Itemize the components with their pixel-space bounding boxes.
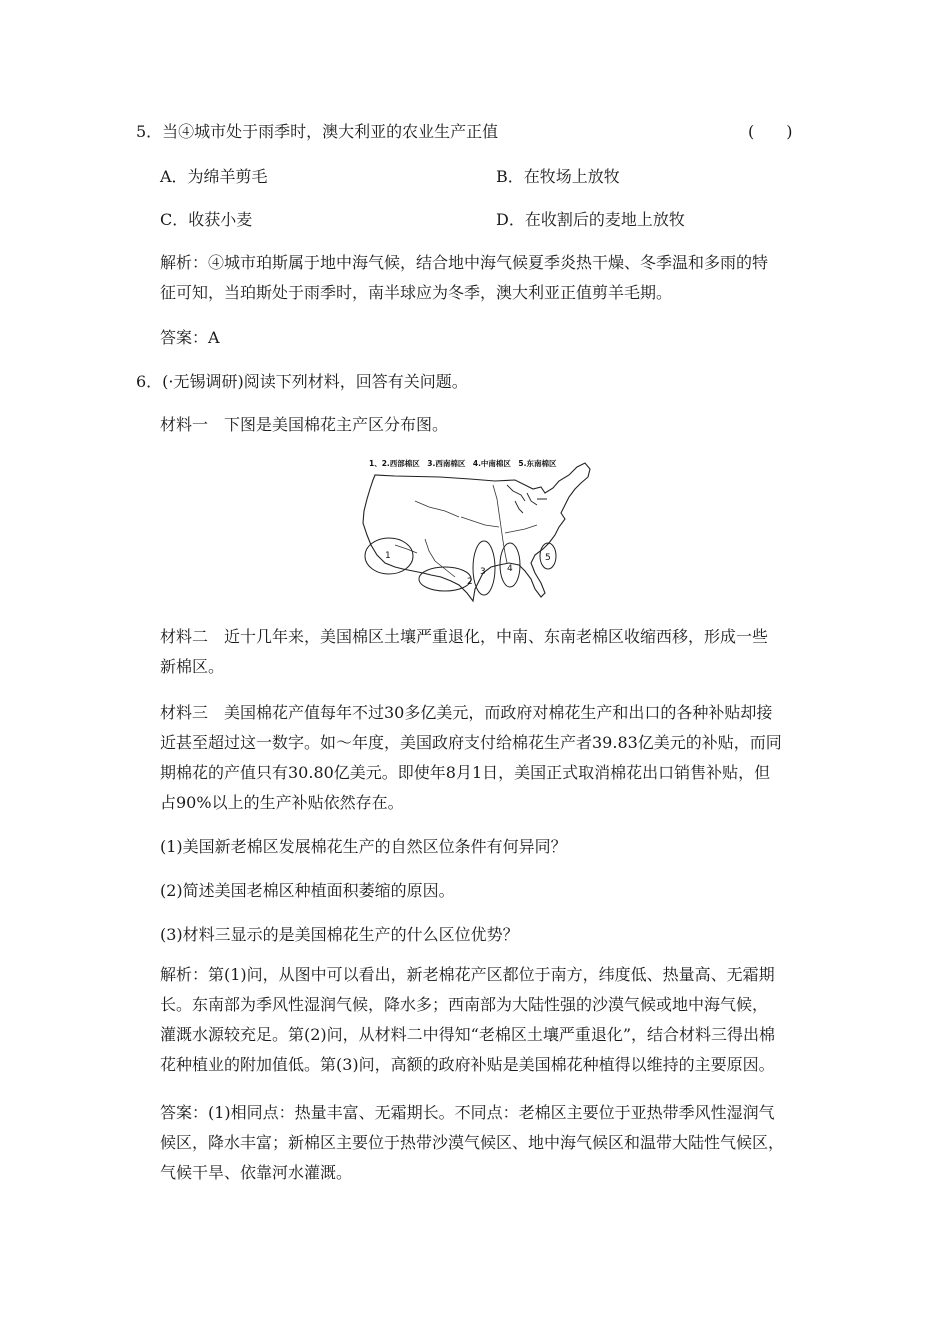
q6-stem: 6．(·无锡调研)阅读下列材料，回答有关问题。 <box>136 372 468 391</box>
q6-material2 <box>160 622 820 682</box>
q6-analysis-line: 灌溉水源较充足。第(2)问，从材料二中得知“老棉区土壤严重退化”，结合材料三得出棉 <box>160 1025 776 1044</box>
q6-analysis-line: 长。东南部为季风性湿润气候，降水多；西南部为大陆性强的沙漠气候或地中海气候， <box>160 995 769 1014</box>
mississippi-river <box>415 485 537 563</box>
q6-answer-line: 候区，降水丰富；新棉区主要位于热带沙漠气候区、地中海气候区和温带大陆性气候区， <box>160 1133 785 1152</box>
q5-analysis-line: 征可知，当珀斯处于雨季时，南半球应为冬季，澳大利亚正值剪羊毛期。 <box>160 283 673 302</box>
q6-material3-line: 近甚至超过这一数字。如～年度，美国政府支付给棉花生产者39.83亿美元的补贴，而同 <box>160 733 782 752</box>
q6-answer-line: 气候干旱、依靠河水灌溉。 <box>160 1163 353 1182</box>
q6-material2-line: 新棉区。 <box>160 657 225 676</box>
q5-option-c: C．收获小麦 <box>160 210 253 229</box>
q6-material2-line: 材料二 近十几年来，美国棉区土壤严重退化，中南、东南老棉区收缩西移，形成一些 <box>160 627 769 646</box>
q6-analysis <box>160 960 820 1080</box>
q5-answer: 答案：A <box>160 328 220 347</box>
q6-answer-line: 答案：(1)相同点：热量丰富、无霜期长。不同点：老棉区主要位于亚热带季风性湿润气 <box>160 1103 775 1122</box>
q5-stem: 5．当④城市处于雨季时，澳大利亚的农业生产正值 <box>136 122 499 141</box>
region-label-5: 5 <box>545 553 551 563</box>
region-label-3: 3 <box>480 567 486 577</box>
q5-option-d: D．在收割后的麦地上放牧 <box>496 210 685 229</box>
q6-question-2: (2)简述美国老棉区种植面积萎缩的原因。 <box>160 881 455 900</box>
q6-answer <box>160 1098 820 1188</box>
q6-material1: 材料一 下图是美国棉花主产区分布图。 <box>160 415 449 434</box>
us-cotton-map <box>355 455 605 610</box>
q6-analysis-line: 解析：第(1)问，从图中可以看出，新老棉花产区都位于南方，纬度低、热量高、无霜期 <box>160 965 775 984</box>
q6-analysis-line: 花种植业的附加值低。第(3)问，高额的政府补贴是美国棉花种植得以维持的主要原因。 <box>160 1055 775 1074</box>
region-label-2: 2 <box>467 577 473 587</box>
q6-material3-line: 材料三 美国棉花产值每年不过30多亿美元，而政府对棉花生产和出口的各种补贴却接 <box>160 703 773 722</box>
q6-question-3: (3)材料三显示的是美国棉花生产的什么区位优势？ <box>160 925 519 944</box>
q5-option-a: A．为绵羊剪毛 <box>160 167 268 186</box>
great-lakes <box>507 485 547 513</box>
q6-material3 <box>160 698 820 818</box>
q6-material3-line: 期棉花的产值只有30.80亿美元。即使年8月1日，美国正式取消棉花出口销售补贴，但 <box>160 763 771 782</box>
q5-analysis-line: 解析：④城市珀斯属于地中海气候，结合地中海气候夏季炎热干燥、冬季温和多雨的特 <box>160 253 769 272</box>
q6-question-1: (1)美国新老棉区发展棉花生产的自然区位条件有何异同？ <box>160 837 567 856</box>
q5-answer-bracket: ( ) <box>748 122 793 141</box>
us-outline <box>363 463 590 601</box>
q5-option-b: B．在牧场上放牧 <box>496 167 620 186</box>
q6-material3-line: 占90%以上的生产补贴依然存在。 <box>160 793 404 812</box>
map-legend: 1、2.西部棉区 3.西南棉区 4.中南棉区 5.东南棉区 <box>369 459 557 468</box>
q5-analysis <box>160 248 820 308</box>
region-label-4: 4 <box>507 564 513 574</box>
region-label-1: 1 <box>385 551 391 561</box>
